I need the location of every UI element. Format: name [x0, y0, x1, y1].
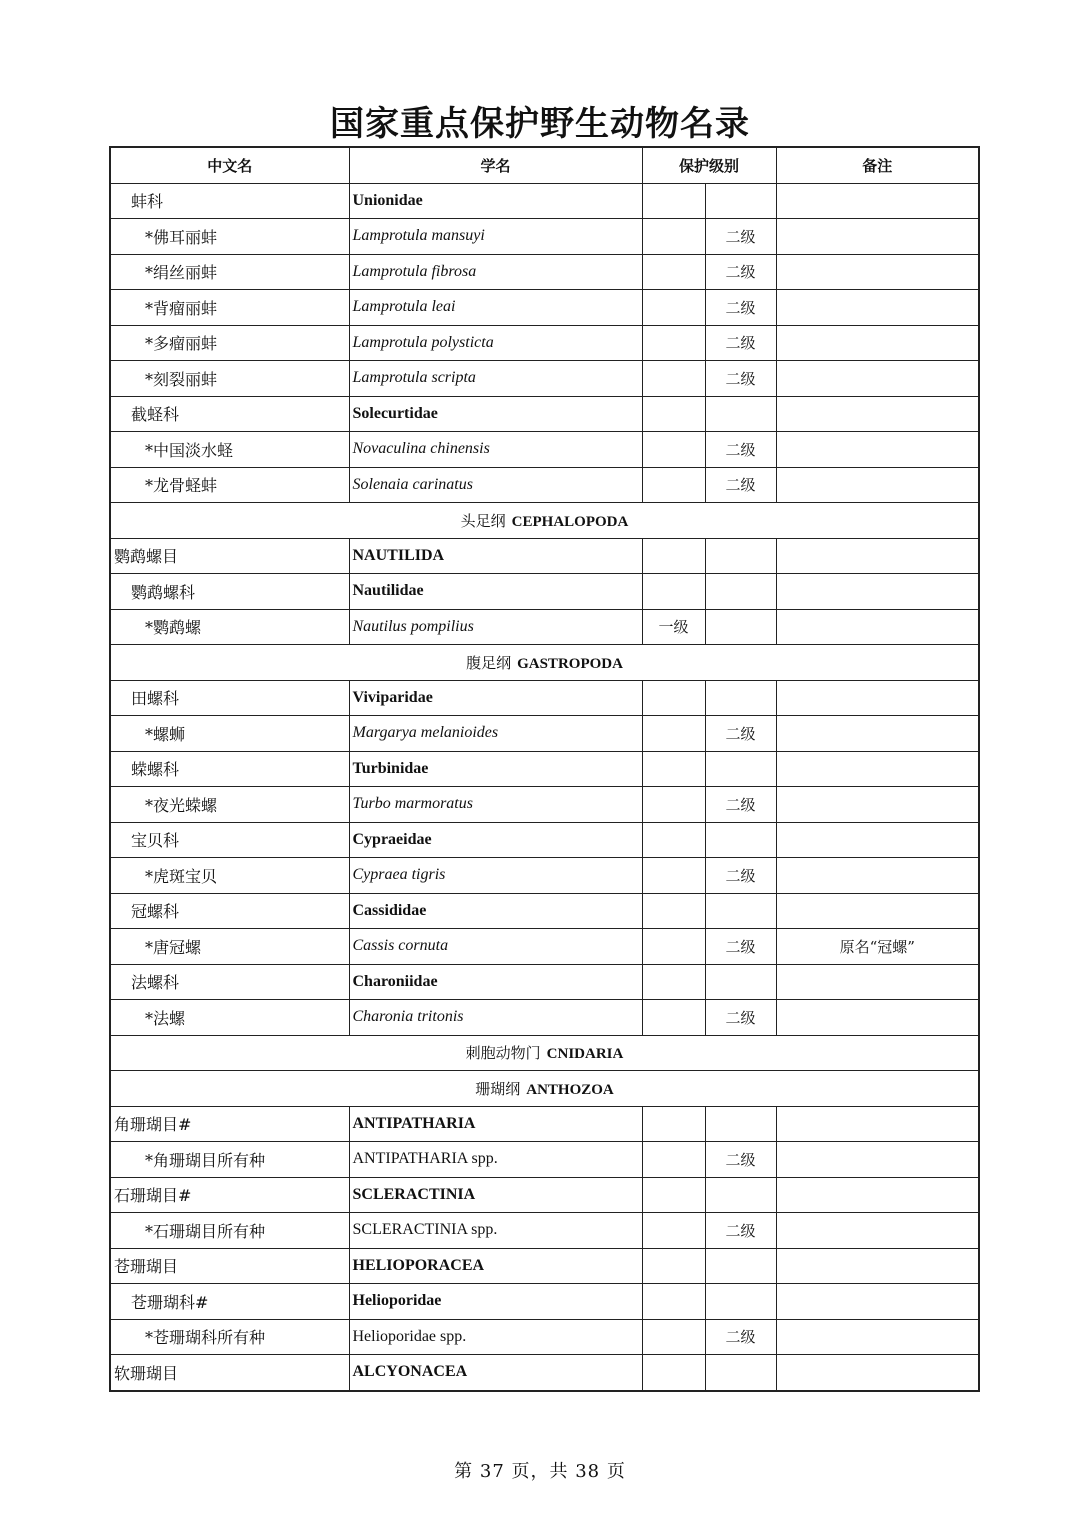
chinese-name-cell: *背瘤丽蚌	[110, 290, 349, 326]
header-scientific-name: 学名	[349, 147, 642, 183]
scientific-name-cell: Novaculina chinensis	[349, 432, 642, 468]
grade-two-cell	[705, 751, 776, 787]
chinese-name-cell: *鹦鹉螺	[110, 609, 349, 645]
grade-two-cell: 二级	[705, 1000, 776, 1036]
grade-one-cell	[642, 822, 705, 858]
header-remarks: 备注	[776, 147, 979, 183]
grade-two-cell: 二级	[705, 290, 776, 326]
grade-one-cell	[642, 787, 705, 823]
table-row	[110, 1355, 979, 1391]
grade-two-cell: 二级	[705, 219, 776, 255]
grade-two-cell	[705, 396, 776, 432]
grade-one-cell	[642, 254, 705, 290]
chinese-name-cell: 鹦鹉螺目	[110, 538, 349, 574]
remarks-cell	[776, 893, 979, 929]
scientific-name-cell: ALCYONACEA	[349, 1355, 642, 1391]
table-row	[110, 290, 979, 326]
grade-two-cell: 二级	[705, 361, 776, 397]
grade-one-cell	[642, 1319, 705, 1355]
grade-two-cell	[705, 1106, 776, 1142]
grade-one-cell	[642, 716, 705, 752]
table-row	[110, 609, 979, 645]
page-footer: 第 37 页，共 38 页	[454, 1461, 626, 1482]
scientific-name-cell: Cassididae	[349, 893, 642, 929]
table-row	[110, 964, 979, 1000]
section-heading	[110, 1071, 979, 1107]
table-row	[110, 325, 979, 361]
section-heading	[110, 503, 979, 539]
remarks-cell	[776, 858, 979, 894]
scientific-name-cell: NAUTILIDA	[349, 538, 642, 574]
grade-two-cell: 二级	[705, 858, 776, 894]
table-row	[110, 254, 979, 290]
header-protection-level: 保护级别	[642, 147, 776, 183]
grade-two-cell: 二级	[705, 929, 776, 965]
scientific-name-cell: Nautilidae	[349, 574, 642, 610]
chinese-name-cell: *角珊瑚目所有种	[110, 1142, 349, 1178]
remarks-cell	[776, 1213, 979, 1249]
grade-one-cell	[642, 964, 705, 1000]
table-row	[110, 396, 979, 432]
remarks-cell	[776, 183, 979, 219]
grade-one-cell	[642, 1000, 705, 1036]
scientific-name-cell: Helioporidae	[349, 1284, 642, 1320]
grade-one-cell	[642, 467, 705, 503]
section-chinese-name: 刺胞动物门	[465, 1044, 541, 1063]
table-row	[110, 574, 979, 610]
remarks-cell	[776, 609, 979, 645]
scientific-name-cell: Cypraeidae	[349, 822, 642, 858]
remarks-cell	[776, 290, 979, 326]
chinese-name-cell: 截蛏科	[110, 396, 349, 432]
scientific-name-cell: HELIOPORACEA	[349, 1248, 642, 1284]
remarks-cell: 原名“冠螺”	[776, 929, 979, 965]
table-row	[110, 822, 979, 858]
scientific-name-cell: Charonia tritonis	[349, 1000, 642, 1036]
remarks-cell	[776, 325, 979, 361]
chinese-name-cell: 苍珊瑚目	[110, 1248, 349, 1284]
chinese-name-cell: 鹦鹉螺科	[110, 574, 349, 610]
grade-one-cell	[642, 290, 705, 326]
chinese-name-cell: 冠螺科	[110, 893, 349, 929]
grade-two-cell: 二级	[705, 1213, 776, 1249]
remarks-cell	[776, 1142, 979, 1178]
remarks-cell	[776, 1284, 979, 1320]
table-row	[110, 183, 979, 219]
chinese-name-cell: *法螺	[110, 1000, 349, 1036]
section-chinese-name: 头足纲	[460, 511, 506, 530]
grade-two-cell	[705, 1177, 776, 1213]
scientific-name-cell: Lamprotula polysticta	[349, 325, 642, 361]
scientific-name-cell: SCLERACTINIA	[349, 1177, 642, 1213]
grade-one-cell	[642, 1106, 705, 1142]
table-row	[110, 1248, 979, 1284]
grade-two-cell: 二级	[705, 1319, 776, 1355]
section-heading	[110, 1035, 979, 1071]
grade-two-cell: 二级	[705, 467, 776, 503]
grade-two-cell: 二级	[705, 432, 776, 468]
remarks-cell	[776, 1177, 979, 1213]
table-row	[110, 1284, 979, 1320]
table-row	[110, 432, 979, 468]
chinese-name-cell: *刻裂丽蚌	[110, 361, 349, 397]
table-row	[110, 538, 979, 574]
remarks-cell	[776, 467, 979, 503]
chinese-name-cell: *龙骨蛏蚌	[110, 467, 349, 503]
table-row	[110, 1000, 979, 1036]
table-row	[110, 1319, 979, 1355]
table-row	[110, 751, 979, 787]
table-row	[110, 1213, 979, 1249]
grade-two-cell	[705, 609, 776, 645]
table-row	[110, 219, 979, 255]
grade-one-cell	[642, 325, 705, 361]
scientific-name-cell: ANTIPATHARIA spp.	[349, 1142, 642, 1178]
chinese-name-cell: 石珊瑚目#	[110, 1177, 349, 1213]
table-row	[110, 893, 979, 929]
table-header-row	[110, 147, 979, 183]
table-row	[110, 361, 979, 397]
section-row	[110, 1035, 979, 1071]
chinese-name-cell: *多瘤丽蚌	[110, 325, 349, 361]
chinese-name-cell: *中国淡水蛏	[110, 432, 349, 468]
chinese-name-cell: *佛耳丽蚌	[110, 219, 349, 255]
remarks-cell	[776, 1248, 979, 1284]
grade-two-cell	[705, 538, 776, 574]
section-latin-name: CEPHALOPODA	[511, 513, 629, 530]
scientific-name-cell: Unionidae	[349, 183, 642, 219]
chinese-name-cell: *唐冠螺	[110, 929, 349, 965]
grade-one-cell	[642, 1355, 705, 1391]
scientific-name-cell: Cassis cornuta	[349, 929, 642, 965]
grade-one-cell	[642, 432, 705, 468]
scientific-name-cell: Lamprotula leai	[349, 290, 642, 326]
grade-two-cell	[705, 1355, 776, 1391]
chinese-name-cell: 软珊瑚目	[110, 1355, 349, 1391]
scientific-name-cell: Margarya melanioides	[349, 716, 642, 752]
grade-one-cell	[642, 538, 705, 574]
remarks-cell	[776, 574, 979, 610]
chinese-name-cell: 苍珊瑚科#	[110, 1284, 349, 1320]
scientific-name-cell: ANTIPATHARIA	[349, 1106, 642, 1142]
scientific-name-cell: Lamprotula fibrosa	[349, 254, 642, 290]
scientific-name-cell: Turbo marmoratus	[349, 787, 642, 823]
section-latin-name: GASTROPODA	[517, 655, 623, 672]
chinese-name-cell: 法螺科	[110, 964, 349, 1000]
scientific-name-cell: Helioporidae spp.	[349, 1319, 642, 1355]
chinese-name-cell: 宝贝科	[110, 822, 349, 858]
grade-one-cell	[642, 1142, 705, 1178]
table-row	[110, 1142, 979, 1178]
grade-one-cell	[642, 183, 705, 219]
section-chinese-name: 珊瑚纲	[475, 1079, 521, 1098]
grade-one-cell	[642, 396, 705, 432]
table-row	[110, 716, 979, 752]
scientific-name-cell: Solenaia carinatus	[349, 467, 642, 503]
scientific-name-cell: Cypraea tigris	[349, 858, 642, 894]
section-row	[110, 503, 979, 539]
chinese-name-cell: *绢丝丽蚌	[110, 254, 349, 290]
grade-two-cell	[705, 574, 776, 610]
grade-one-cell	[642, 680, 705, 716]
grade-one-cell	[642, 574, 705, 610]
remarks-cell	[776, 1106, 979, 1142]
scientific-name-cell: Nautilus pompilius	[349, 609, 642, 645]
section-row	[110, 645, 979, 681]
chinese-name-cell: *螺蛳	[110, 716, 349, 752]
grade-one-cell	[642, 1284, 705, 1320]
grade-one-cell	[642, 751, 705, 787]
grade-two-cell: 二级	[705, 254, 776, 290]
scientific-name-cell: SCLERACTINIA spp.	[349, 1213, 642, 1249]
chinese-name-cell: 田螺科	[110, 680, 349, 716]
chinese-name-cell: *苍珊瑚科所有种	[110, 1319, 349, 1355]
scientific-name-cell: Turbinidae	[349, 751, 642, 787]
remarks-cell	[776, 787, 979, 823]
section-latin-name: ANTHOZOA	[526, 1081, 614, 1098]
table-row	[110, 929, 979, 965]
grade-two-cell	[705, 183, 776, 219]
section-heading	[110, 645, 979, 681]
remarks-cell	[776, 254, 979, 290]
remarks-cell	[776, 1355, 979, 1391]
table-body	[110, 183, 979, 1391]
scientific-name-cell: Solecurtidae	[349, 396, 642, 432]
chinese-name-cell: 蚌科	[110, 183, 349, 219]
remarks-cell	[776, 822, 979, 858]
table-row	[110, 1106, 979, 1142]
chinese-name-cell: 蝾螺科	[110, 751, 349, 787]
remarks-cell	[776, 964, 979, 1000]
section-latin-name: CNIDARIA	[546, 1046, 624, 1063]
chinese-name-cell: *虎斑宝贝	[110, 858, 349, 894]
remarks-cell	[776, 716, 979, 752]
page-title: 国家重点保护野生动物名录	[330, 104, 750, 144]
chinese-name-cell: *夜光蝾螺	[110, 787, 349, 823]
remarks-cell	[776, 432, 979, 468]
remarks-cell	[776, 680, 979, 716]
table-row	[110, 787, 979, 823]
section-row	[110, 1071, 979, 1107]
grade-one-cell	[642, 858, 705, 894]
grade-one-cell	[642, 1213, 705, 1249]
grade-two-cell: 二级	[705, 716, 776, 752]
remarks-cell	[776, 219, 979, 255]
remarks-cell	[776, 1319, 979, 1355]
grade-two-cell: 二级	[705, 787, 776, 823]
table-row	[110, 858, 979, 894]
table-row	[110, 467, 979, 503]
grade-two-cell	[705, 1248, 776, 1284]
header-chinese-name: 中文名	[110, 147, 349, 183]
grade-one-cell	[642, 893, 705, 929]
scientific-name-cell: Lamprotula scripta	[349, 361, 642, 397]
grade-one-cell: 一级	[642, 609, 705, 645]
chinese-name-cell: *石珊瑚目所有种	[110, 1213, 349, 1249]
grade-one-cell	[642, 361, 705, 397]
scientific-name-cell: Lamprotula mansuyi	[349, 219, 642, 255]
grade-one-cell	[642, 1177, 705, 1213]
remarks-cell	[776, 1000, 979, 1036]
scientific-name-cell: Viviparidae	[349, 680, 642, 716]
grade-one-cell	[642, 929, 705, 965]
grade-two-cell	[705, 964, 776, 1000]
grade-two-cell: 二级	[705, 325, 776, 361]
grade-two-cell	[705, 1284, 776, 1320]
species-table	[109, 146, 980, 1392]
remarks-cell	[776, 751, 979, 787]
scientific-name-cell: Charoniidae	[349, 964, 642, 1000]
remarks-cell	[776, 396, 979, 432]
grade-two-cell	[705, 822, 776, 858]
section-chinese-name: 腹足纲	[466, 653, 512, 672]
grade-one-cell	[642, 219, 705, 255]
table-row	[110, 680, 979, 716]
grade-one-cell	[642, 1248, 705, 1284]
table-row	[110, 1177, 979, 1213]
remarks-cell	[776, 361, 979, 397]
grade-two-cell	[705, 680, 776, 716]
chinese-name-cell: 角珊瑚目#	[110, 1106, 349, 1142]
grade-two-cell: 二级	[705, 1142, 776, 1178]
grade-two-cell	[705, 893, 776, 929]
remarks-cell	[776, 538, 979, 574]
